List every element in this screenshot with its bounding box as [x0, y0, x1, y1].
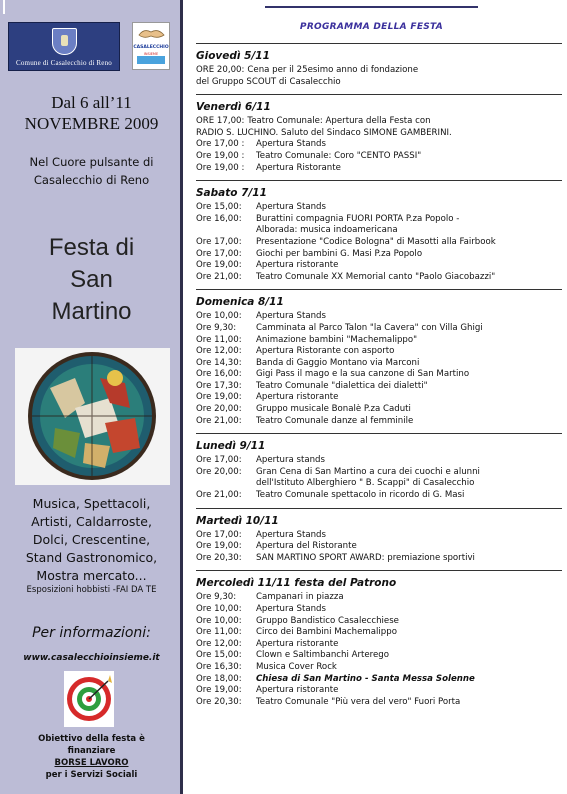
event-desc: Gruppo musicale Bonalè P.za Caduti	[256, 404, 411, 415]
event-row	[196, 685, 562, 697]
event-time: Ore 21,00:	[196, 415, 242, 426]
event-row	[196, 553, 562, 565]
event-row	[196, 392, 562, 404]
event-desc: Teatro Comunale danze al femminile	[256, 415, 414, 426]
event-time: Ore 20,00:	[196, 466, 242, 477]
goal-line-3: BORSE LAVORO	[54, 758, 129, 768]
event-desc: Camminata al Parco Talon "la Cavera" con Villa Ghigi	[256, 322, 483, 333]
event-desc: Teatro Comunale: Coro "CENTO PASSI"	[256, 150, 422, 161]
event-row	[196, 272, 562, 284]
day-title: Mercoledì 11/11 festa del Patrono	[196, 577, 397, 590]
event-row	[196, 323, 562, 335]
event-desc: Apertura Stands	[256, 604, 326, 614]
event-row	[196, 592, 562, 604]
event-desc: Gigi Pass il mago e la sua canzone di San Martino	[256, 369, 470, 380]
event-time: Ore 17,00 :	[196, 139, 245, 150]
info-heading: Per informazioni:	[32, 625, 151, 641]
day-title: Venerdì 6/11	[196, 101, 271, 114]
event-row	[196, 369, 562, 381]
sidebar-top-mark	[3, 0, 5, 14]
day-title: Giovedì 5/11	[196, 50, 270, 62]
event-desc: Apertura ristorante	[256, 685, 339, 696]
event-time: Ore 20,00:	[196, 404, 242, 415]
event-time: ORE 20,00:	[196, 65, 245, 75]
event-desc: Banda di Gaggio Montano via Marconi	[256, 357, 420, 368]
event-desc: Giochi per bambini G. Masi P.za Popolo	[256, 248, 423, 259]
goal-line-4: per i Servizi Sociali	[45, 770, 138, 780]
event-time: Ore 18,00:	[196, 673, 242, 684]
event-time: Ore 10,00:	[196, 604, 242, 614]
comune-logo	[8, 22, 120, 71]
event-desc: Teatro Comunale "Più vera del vero" Fuori Porta	[256, 696, 461, 707]
day-section	[196, 94, 562, 180]
event-row	[196, 697, 562, 709]
event-desc: Apertura ristorante	[256, 638, 339, 649]
event-time: Ore 16,30:	[196, 661, 242, 672]
activities-line: Artisti, Caldarroste,	[31, 514, 152, 529]
association-logo-name: CASALECCHIO	[133, 45, 169, 50]
event-row	[196, 404, 562, 416]
program-title: PROGRAMMA DELLA FESTA	[299, 22, 444, 32]
event-time: Ore 16,00:	[196, 369, 242, 380]
dates-line-1: Dal 6 all’11	[51, 93, 132, 112]
activities-line: Musica, Spettacoli,	[32, 496, 151, 511]
event-time: Ore 19,00 :	[196, 150, 245, 161]
day-title: Lunedì 9/11	[196, 440, 266, 453]
event-desc: Apertura ristorante	[256, 392, 339, 403]
stained-glass-icon	[15, 348, 170, 485]
event-row	[196, 65, 562, 77]
event-desc: Apertura Stands	[256, 202, 326, 213]
event-row	[196, 627, 562, 639]
event-desc: Circo dei Bambini Machemalippo	[256, 627, 397, 638]
event-desc: dell'Istituto Alberghiero " B. Scappi" di Casalecchio	[256, 478, 475, 489]
event-row	[196, 311, 562, 323]
association-logo-sub: INSIEME	[143, 52, 159, 56]
event-desc: Musica Cover Rock	[256, 661, 337, 672]
event-desc: Apertura Ristorante	[256, 162, 341, 173]
title-line-1: Festa di	[48, 234, 135, 261]
event-desc: Teatro Comunale spettacolo in ricordo di G. Masi	[256, 490, 465, 501]
event-time: Ore 15,00:	[196, 202, 242, 213]
event-time: ORE 17,00:	[196, 116, 245, 127]
day-section	[196, 289, 562, 433]
event-desc: Apertura Stands	[256, 529, 326, 540]
event-desc: Presentazione "Codice Bologna" di Masotti alla Fairbook	[256, 236, 496, 247]
event-row	[196, 541, 562, 553]
event-desc: Teatro Comunale "dialettica dei dialetti"	[256, 380, 428, 391]
event-desc: Clown e Saltimbanchi Arterego	[256, 650, 389, 661]
event-row	[196, 674, 562, 686]
event-desc: Apertura del Ristorante	[256, 541, 357, 552]
event-desc: Apertura ristorante	[256, 260, 339, 271]
program-list	[196, 43, 562, 714]
event-row	[196, 490, 562, 502]
event-time: Ore 11,00:	[196, 334, 242, 345]
event-row	[196, 416, 562, 428]
festival-dates	[0, 92, 183, 134]
event-row	[196, 214, 562, 226]
day-section	[196, 43, 562, 94]
day-title: Martedì 10/11	[196, 514, 279, 527]
event-row	[196, 455, 562, 467]
event-row	[196, 650, 562, 662]
event-row	[196, 530, 562, 542]
event-desc: Apertura Ristorante con asporto	[256, 346, 395, 357]
event-desc: Cena per il 25esimo anno di fondazione	[247, 65, 419, 75]
event-time: Ore 9,30:	[196, 592, 237, 603]
event-row	[196, 237, 562, 249]
goal-line-2: finanziare	[67, 746, 116, 756]
tagline-line-1: Nel Cuore pulsante di	[29, 155, 154, 169]
event-time: Ore 19,00:	[196, 392, 242, 403]
event-row	[196, 202, 562, 214]
event-time: Ore 21,00:	[196, 490, 242, 501]
event-row	[196, 163, 562, 175]
event-desc: SAN MARTINO SPORT AWARD: premiazione sportivi	[256, 552, 475, 563]
day-title: Sabato 7/11	[196, 187, 267, 200]
day-section	[196, 433, 562, 507]
event-time: Ore 15,00:	[196, 650, 242, 661]
event-desc: Teatro Comunale XX Memorial canto "Paolo Giacobazzi"	[256, 271, 496, 282]
event-time: Ore 10,00:	[196, 311, 242, 322]
activities-line: Mostra mercato...	[36, 568, 147, 583]
handshake-icon	[138, 26, 165, 41]
event-row	[196, 225, 562, 237]
sidebar-panel	[0, 0, 183, 794]
stained-glass-image	[15, 348, 170, 485]
goal-note	[0, 733, 183, 781]
exhibitors-note: Esposizioni hobbisti -FAI DA TE	[26, 585, 157, 595]
event-row	[196, 260, 562, 272]
event-time: Ore 17,00:	[196, 455, 242, 466]
event-time: Ore 19,00:	[196, 260, 242, 271]
day-section	[196, 508, 562, 571]
event-time: Ore 17,00:	[196, 248, 242, 259]
event-time: Ore 19,00 :	[196, 162, 245, 173]
event-row	[196, 639, 562, 651]
event-row	[196, 335, 562, 347]
event-time: Ore 17,30:	[196, 380, 242, 391]
event-desc: Alborada: musica indoamericana	[256, 225, 398, 236]
event-time: Ore 9,30:	[196, 322, 237, 333]
event-time: Ore 17,00:	[196, 236, 242, 247]
event-desc: Teatro Comunale: Apertura della Festa con	[247, 116, 431, 127]
event-row	[196, 358, 562, 370]
tagline-line-2: Casalecchio di Reno	[33, 173, 150, 187]
website-link[interactable]: www.casalecchioinsieme.it	[23, 653, 160, 663]
festival-tagline	[0, 153, 183, 189]
event-time: Ore 20,30:	[196, 696, 242, 707]
day-section	[196, 180, 562, 289]
activities-line: Dolci, Crescentine,	[32, 532, 151, 547]
event-desc: Apertura Stands	[256, 311, 326, 322]
event-time: Ore 20,30:	[196, 552, 242, 563]
event-row	[196, 478, 562, 490]
event-desc: Campanari in piazza	[256, 592, 344, 603]
event-row	[196, 381, 562, 393]
event-row	[196, 662, 562, 674]
comune-crest-icon	[52, 28, 77, 55]
event-desc: del Gruppo SCOUT di Casalecchio	[196, 76, 341, 87]
event-desc: Gruppo Bandistico Casalecchiese	[256, 615, 399, 626]
comune-logo-text: Comune di Casalecchio di Reno	[15, 59, 112, 67]
day-title: Domenica 8/11	[196, 296, 284, 309]
event-desc: Burattini compagnia FUORI PORTA P.za Popolo -	[256, 213, 460, 224]
event-row	[196, 151, 562, 163]
title-line-3: Martino	[51, 298, 132, 325]
event-time: Ore 17,00:	[196, 529, 242, 540]
event-row	[196, 128, 562, 140]
event-desc: Gran Cena di San Martino a cura dei cuochi e alunni	[256, 466, 480, 477]
event-row	[196, 116, 562, 128]
event-time: Ore 19,00:	[196, 685, 242, 696]
event-time: Ore 12,00:	[196, 638, 242, 649]
event-time: Ore 11,00:	[196, 627, 242, 638]
event-time: Ore 14,30:	[196, 357, 242, 368]
day-section	[196, 570, 562, 714]
event-time: Ore 12,00:	[196, 346, 242, 357]
activities-line: Stand Gastronomico,	[25, 550, 158, 565]
event-desc: Apertura Stands	[256, 139, 326, 150]
target-logo-icon	[64, 671, 114, 727]
title-line-2: San	[70, 266, 113, 293]
event-desc: Animazione bambini "Machemalippo"	[256, 334, 418, 345]
event-row	[196, 139, 562, 151]
event-row	[196, 616, 562, 628]
event-time: Ore 21,00:	[196, 271, 242, 282]
event-desc: Apertura stands	[256, 455, 325, 466]
event-time: Ore 19,00:	[196, 541, 242, 552]
event-desc-highlight: Chiesa di San Martino - Santa Messa Solenne	[256, 673, 475, 684]
program-top-rule	[265, 6, 478, 8]
event-time: Ore 10,00:	[196, 615, 242, 626]
event-row	[196, 467, 562, 479]
association-logo-bar	[137, 56, 165, 64]
activities-list	[0, 495, 183, 585]
event-row	[196, 249, 562, 261]
dates-line-2: NOVEMBRE 2009	[24, 114, 159, 133]
event-row	[196, 346, 562, 358]
festival-title	[0, 232, 183, 328]
event-desc: RADIO S. LUCHINO. Saluto del Sindaco SIMONE GAMBERINI.	[196, 127, 452, 138]
association-logo	[132, 22, 170, 70]
event-row	[196, 604, 562, 616]
event-row	[196, 77, 562, 89]
goal-line-1: Obiettivo della festa è	[38, 734, 145, 744]
event-time: Ore 16,00:	[196, 213, 242, 224]
